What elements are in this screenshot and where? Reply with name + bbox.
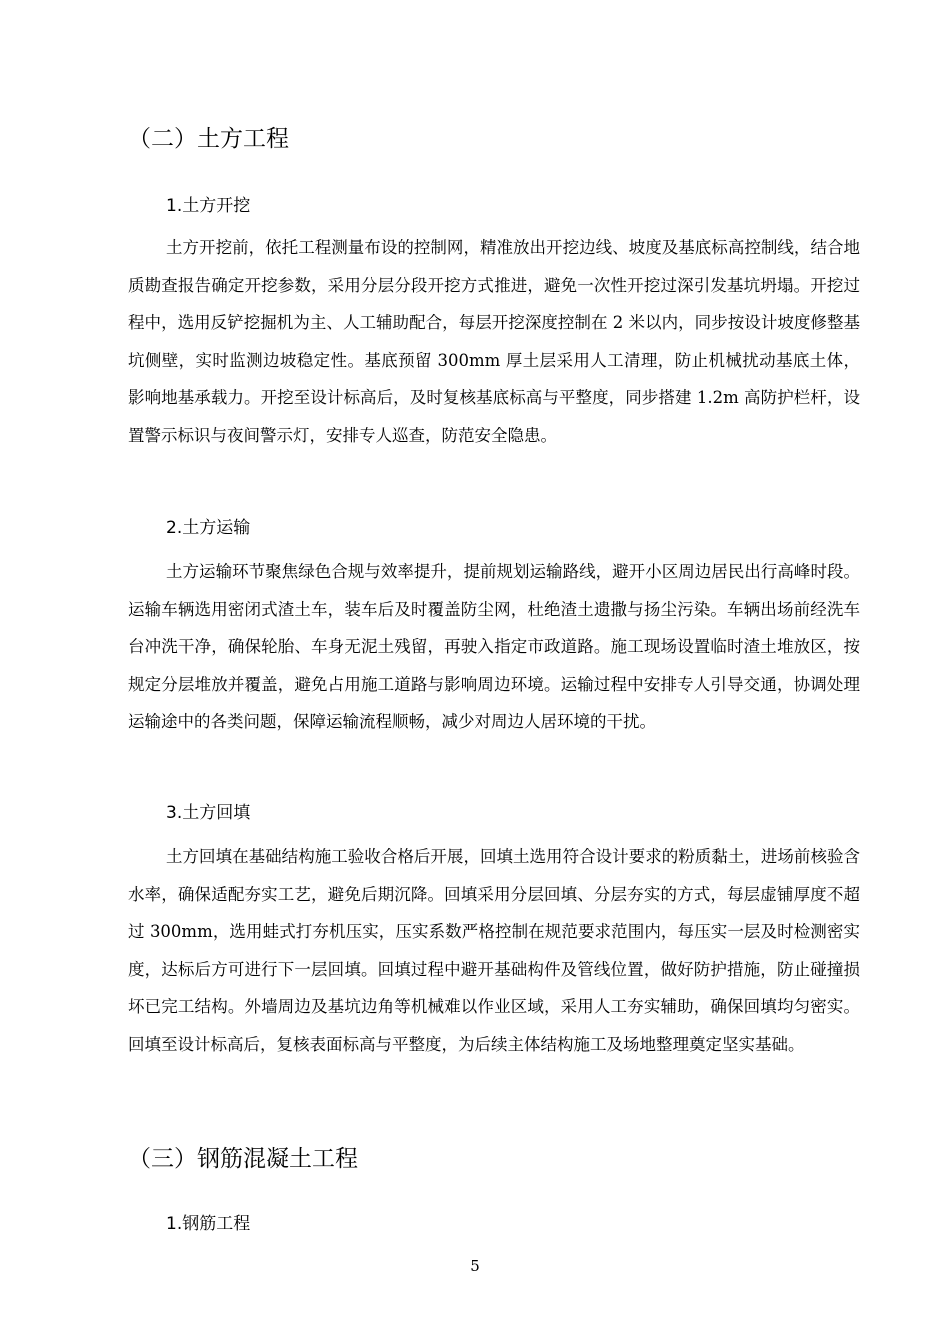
page-number: 5 [470,1257,480,1275]
paragraph-backfill: 土方回填在基础结构施工验收合格后开展，回填土选用符合设计要求的粉质黏土，进场前核验含水率，确保适配夯实工艺，避免后期沉降。回填采用分层回填、分层夯实的方式，每层虚铺厚度不超过 300mm，选用蛙式打夯机压实，压实系数严格控制在规范要求范围内，每压实一层及时检测密实度，达标后方可进行下一层回填。回填过程中避开基础构件及管线位置，做好防护措施，防止碰撞损坏已完工结构。外墙周边及基坑边角等机械难以作业区域，采用人工夯实辅助，确保回填均匀密实。回填至设计标高后，复核表面标高与平整度，为后续主体结构施工及场地整理奠定坚实基础。 [128,847,860,1054]
section-heading-reinforced-concrete: （三）钢筋混凝土工程 [128,1146,358,1172]
subsection-heading-transport: 2.土方运输 [166,518,251,538]
subsection-heading-rebar: 1.钢筋工程 [166,1214,251,1234]
paragraph-transport: 土方运输环节聚焦绿色合规与效率提升，提前规划运输路线，避开小区周边居民出行高峰时段。运输车辆选用密闭式渣土车，装车后及时覆盖防尘网，杜绝渣土遗撒与扬尘污染。车辆出场前经洗车台冲洗干净，确保轮胎、车身无泥土残留，再驶入指定市政道路。施工现场设置临时渣土堆放区，按规定分层堆放并覆盖，避免占用施工道路与影响周边环境。运输过程中安排专人引导交通，协调处理运输途中的各类问题，保障运输流程顺畅，减少对周边人居环境的干扰。 [128,562,860,731]
subsection-heading-excavation: 1.土方开挖 [166,196,251,216]
paragraph-excavation: 土方开挖前，依托工程测量布设的控制网，精准放出开挖边线、坡度及基底标高控制线，结合地质勘查报告确定开挖参数，采用分层分段开挖方式推进，避免一次性开挖过深引发基坑坍塌。开挖过程中，选用反铲挖掘机为主、人工辅助配合，每层开挖深度控制在 2 米以内，同步按设计坡度修整基坑侧壁，实时监测边坡稳定性。基底预留 300mm 厚土层采用人工清理，防止机械扰动基底土体，影响地基承载力。开挖至设计标高后，及时复核基底标高与平整度，同步搭建 1.2m 高防护栏杆，设置警示标识与夜间警示灯，安排专人巡查，防范安全隐患。 [128,238,860,445]
subsection-heading-backfill: 3.土方回填 [166,803,251,823]
section-heading-earthwork: （二）土方工程 [128,126,289,152]
